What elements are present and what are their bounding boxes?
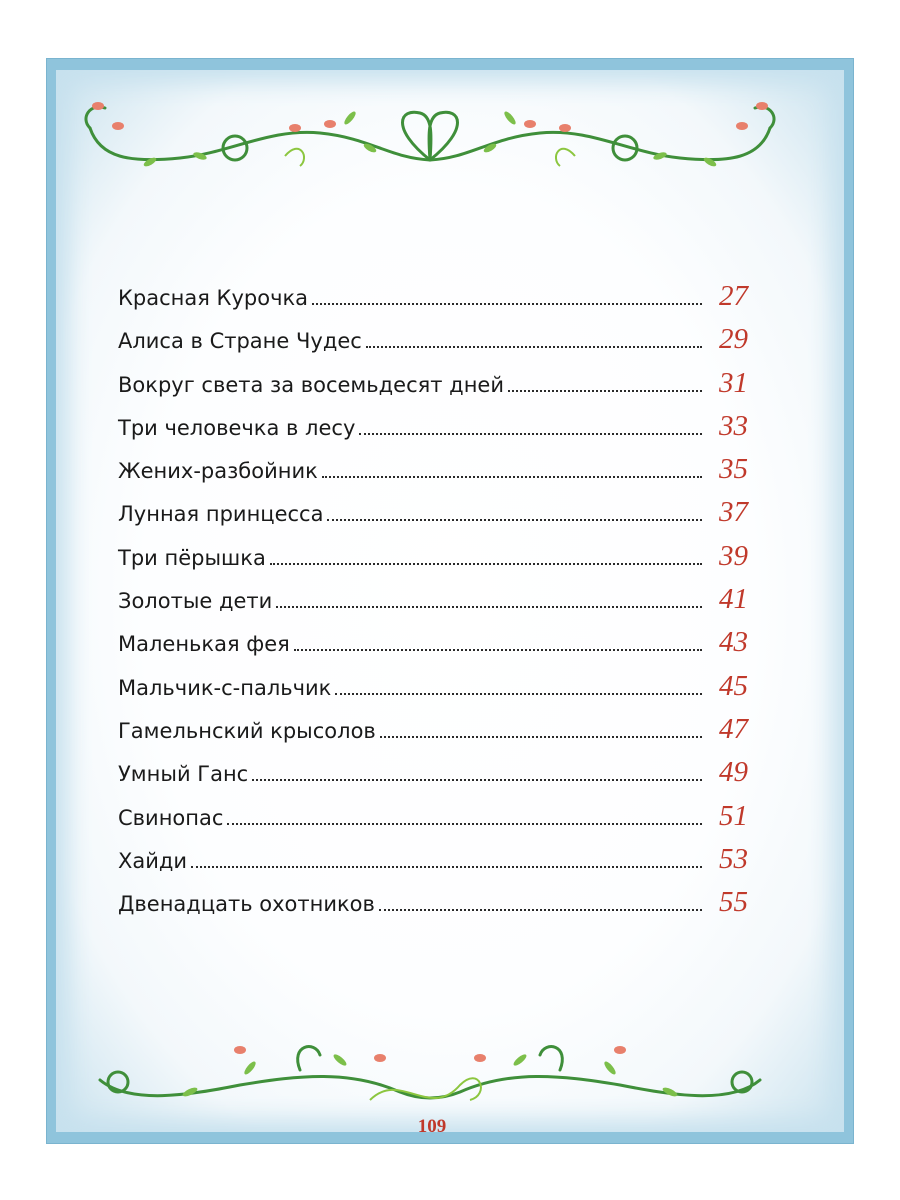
toc-entry-title: Жених-разбойник <box>118 459 318 484</box>
toc-entry-title: Лунная принцесса <box>118 502 324 527</box>
toc-entry-title: Свинопас <box>118 805 224 830</box>
toc-entry-title: Алиса в Стране Чудес <box>118 329 362 354</box>
toc-entry <box>118 540 748 583</box>
toc-entry-page: 39 <box>719 539 748 572</box>
toc-entry-title: Умный Ганс <box>118 762 249 787</box>
toc-entry-title: Три человечка в лесу <box>118 415 356 440</box>
toc-dot-leader <box>312 303 702 305</box>
toc-entry <box>118 280 748 323</box>
toc-entry-title: Золотые дети <box>118 589 273 614</box>
toc-dot-leader <box>294 649 702 651</box>
toc-entry <box>118 756 748 799</box>
toc-entry-title: Хайди <box>118 848 188 873</box>
toc-entry-page: 27 <box>719 280 748 312</box>
toc-dot-leader <box>270 563 702 565</box>
toc-entry-page: 33 <box>719 409 748 442</box>
toc-entry-page: 43 <box>719 626 748 659</box>
toc-entry-page: 37 <box>719 496 748 529</box>
toc-entry-title: Красная Курочка <box>118 286 309 310</box>
toc-entry <box>118 410 748 453</box>
toc-entry <box>118 496 748 539</box>
toc-dot-leader <box>252 779 702 781</box>
toc-dot-leader <box>227 823 702 825</box>
toc-entry-page: 29 <box>719 323 748 356</box>
toc-entry-title: Маленькая фея <box>118 632 290 657</box>
toc-entry-page: 49 <box>719 756 748 789</box>
toc-entry-page: 35 <box>719 453 748 486</box>
toc-entry <box>118 367 748 410</box>
toc-entry-page: 47 <box>719 712 748 745</box>
toc-dot-leader <box>379 909 702 911</box>
toc-entry-page: 41 <box>719 583 748 616</box>
toc-entry-title: Три пёрышка <box>118 545 266 570</box>
toc-entry <box>118 843 748 886</box>
toc-dot-leader <box>380 736 702 738</box>
toc-entry <box>118 323 748 366</box>
toc-dot-leader <box>359 433 702 435</box>
toc-entry-page: 45 <box>719 669 748 702</box>
toc-entry <box>118 583 748 626</box>
toc-dot-leader <box>327 519 702 521</box>
toc-entry-page: 31 <box>719 366 748 399</box>
toc-dot-leader <box>508 390 702 392</box>
toc-entry <box>118 713 748 756</box>
toc-entry-page: 55 <box>719 886 748 919</box>
toc-entry-title: Двенадцать охотников <box>118 892 375 917</box>
toc-entry <box>118 626 748 669</box>
toc-entry <box>118 453 748 496</box>
toc-dot-leader <box>335 693 702 695</box>
toc-entry-page: 51 <box>719 799 748 832</box>
top-vine-ornament <box>70 88 790 198</box>
toc-dot-leader <box>276 606 702 608</box>
toc-entry-page: 53 <box>719 842 748 875</box>
toc-entry-title: Вокруг света за восемьдесят дней <box>118 372 504 397</box>
toc-entry <box>118 886 748 929</box>
toc-dot-leader <box>322 476 702 478</box>
toc-entry <box>118 800 748 843</box>
toc-dot-leader <box>366 346 702 348</box>
toc-entry-title: Мальчик-с-пальчик <box>118 675 332 700</box>
toc-dot-leader <box>191 866 702 868</box>
toc-entry <box>118 670 748 713</box>
toc-entry-title: Гамельнский крысолов <box>118 718 376 743</box>
page-number: 109 <box>417 1116 447 1137</box>
table-of-contents <box>118 280 748 929</box>
